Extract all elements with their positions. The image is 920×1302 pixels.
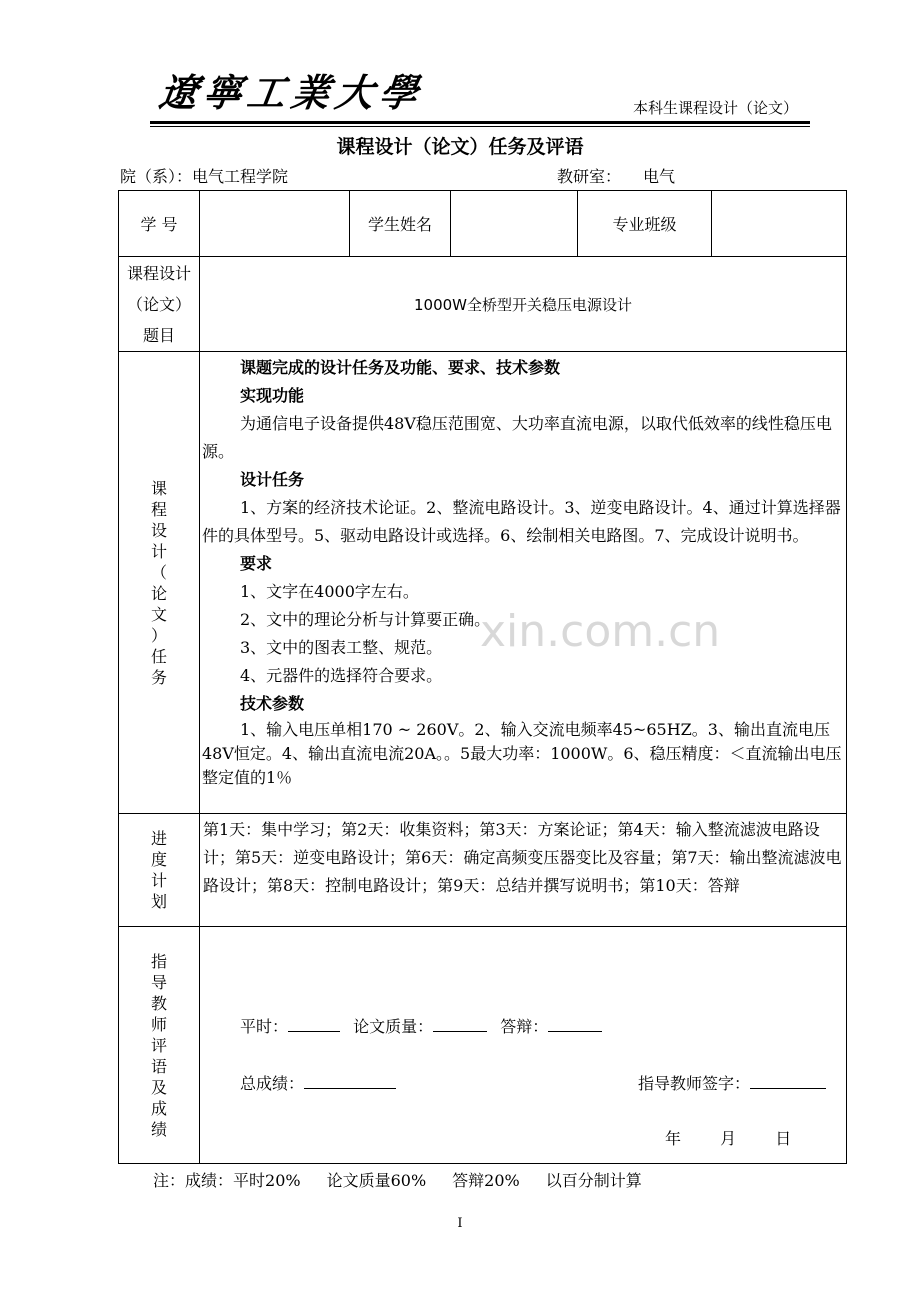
task-row [119, 352, 847, 814]
usual-score-field[interactable] [288, 1031, 340, 1032]
defense-score-label: 答辩： [500, 1017, 549, 1036]
document-type-label: 本科生课程设计（论文） [633, 99, 799, 117]
design-text: 1、方案的经济技术论证。2、整流电路设计。3、逆变电路设计。4、通过计算选择器件的具体型号。5、驱动电路设计或选择。6、绘制相关电路图。7、完成设计说明书。 [202, 498, 841, 545]
schedule-label [119, 814, 200, 927]
score-line [240, 1014, 602, 1037]
department-label: 院（系）： [120, 167, 193, 186]
task-content [200, 352, 847, 814]
quality-score-label: 论文质量： [353, 1017, 434, 1036]
requirement-item: 4、元器件的选择符合要求。 [240, 666, 443, 685]
department-value: 电气工程学院 [192, 167, 289, 186]
evaluation-label-char: 教 [150, 993, 167, 1013]
note-part: 答辩20% [452, 1171, 520, 1190]
evaluation-content [200, 927, 847, 1164]
evaluation-label-char: 及 [150, 1077, 167, 1097]
schedule-label-char: 度 [150, 850, 167, 869]
task-label-char: 程 [150, 499, 167, 519]
watermark: xin.com.cn [480, 606, 721, 657]
evaluation-label-char: 师 [150, 1014, 167, 1034]
topic-value: 1000W全桥型开关稳压电源设计 [200, 257, 847, 352]
quality-score-field[interactable] [433, 1031, 487, 1032]
topic-row [119, 257, 847, 352]
header-rule-thick [150, 121, 810, 124]
student-id-field[interactable] [200, 191, 350, 257]
schedule-content [200, 814, 847, 927]
evaluation-label-char: 绩 [150, 1119, 167, 1139]
topic-label-line: （论文） [126, 294, 191, 314]
defense-score-field[interactable] [548, 1031, 602, 1032]
requirement-item: 1、文字在4000字左右。 [240, 582, 419, 601]
requirements-heading: 要求 [240, 554, 273, 573]
function-heading: 实现功能 [240, 386, 305, 405]
department-line [120, 164, 288, 187]
student-name-label: 学生姓名 [350, 191, 451, 257]
grading-note [153, 1168, 668, 1191]
date-line [665, 1126, 791, 1149]
office-value: 电气 [643, 167, 676, 186]
note-label: 注：成绩： [153, 1171, 234, 1190]
task-label-char: 论 [150, 583, 167, 603]
task-label-char: 设 [150, 520, 167, 540]
topic-label-line: 题目 [142, 325, 175, 345]
office-line [557, 164, 675, 187]
task-label-char: 课 [150, 478, 167, 498]
schedule-label-char: 划 [150, 892, 167, 911]
requirement-item: 2、文中的理论分析与计算要正确。 [240, 610, 491, 629]
note-part: 平时20% [233, 1171, 301, 1190]
task-label-char: 任 [150, 646, 167, 666]
date-day-label: 日 [775, 1129, 792, 1148]
page-title: 课程设计（论文）任务及评语 [336, 136, 584, 158]
signature-line [638, 1071, 826, 1094]
schedule-text: 第1天：集中学习；第2天：收集资料；第3天：方案论证；第4天：输入整流滤波电路设计；第5天：逆变电路设计；第6天：确定高频变压器变比及容量；第7天：输出整流滤波电路设计；第8天：控制电路设计；第9天：总结并撰写说明书；第10天：答辩 [203, 820, 842, 895]
task-label [119, 352, 200, 814]
note-part: 以百分制计算 [545, 1171, 642, 1190]
requirement-item: 3、文中的图表工整、规范。 [240, 638, 443, 657]
topic-label [119, 257, 200, 352]
evaluation-row [119, 927, 847, 1164]
function-text: 为通信电子设备提供48V稳压范围宽、大功率直流电源，以取代低效率的线性稳压电源。 [202, 414, 832, 461]
design-heading: 设计任务 [240, 470, 305, 489]
parameters-heading: 技术参数 [240, 694, 305, 713]
university-logo: 遼寧工業大學 [156, 70, 427, 115]
evaluation-label-char: 评 [150, 1035, 167, 1055]
evaluation-label-char: 语 [150, 1056, 167, 1076]
date-month-label: 月 [720, 1129, 737, 1148]
task-label-char: 计 [150, 541, 167, 561]
task-label-char: 文 [150, 604, 167, 624]
class-label: 专业班级 [578, 191, 712, 257]
total-score-line [240, 1071, 396, 1094]
date-year-label: 年 [665, 1129, 682, 1148]
total-score-label: 总成绩： [240, 1074, 305, 1093]
total-score-field[interactable] [304, 1088, 396, 1089]
usual-score-label: 平时： [240, 1017, 289, 1036]
class-field[interactable] [712, 191, 847, 257]
student-name-field[interactable] [451, 191, 578, 257]
page-number: I [457, 1216, 463, 1231]
student-id-label: 学 号 [119, 191, 200, 257]
parameters-text: 1、输入电压单相170 ~ 260V。2、输入交流电频率45~65HZ。3、输出直流电压48V恒定。4、输出直流电流20A。。5最大功率：1000W。6、稳压精度：＜直流输出电压整定值的1％ [202, 720, 842, 787]
schedule-row [119, 814, 847, 927]
task-heading: 课题完成的设计任务及功能、要求、技术参数 [240, 358, 561, 377]
signature-label: 指导教师签字： [638, 1074, 751, 1093]
signature-field[interactable] [750, 1088, 826, 1089]
student-info-row [119, 191, 847, 257]
task-form-table [118, 190, 847, 1164]
note-part: 论文质量60% [326, 1171, 427, 1190]
topic-label-line: 课程设计 [126, 263, 191, 283]
evaluation-label-char: 导 [150, 972, 167, 992]
schedule-label-char: 计 [150, 871, 167, 890]
evaluation-label-char: 成 [150, 1098, 167, 1118]
header-rule-thin [150, 126, 810, 127]
task-label-char: ） [150, 625, 167, 645]
office-label: 教研室： [557, 167, 622, 186]
schedule-label-char: 进 [150, 829, 167, 848]
task-label-char: （ [150, 562, 167, 582]
task-label-char: 务 [150, 667, 167, 687]
evaluation-label [119, 927, 200, 1164]
evaluation-label-char: 指 [150, 951, 167, 971]
